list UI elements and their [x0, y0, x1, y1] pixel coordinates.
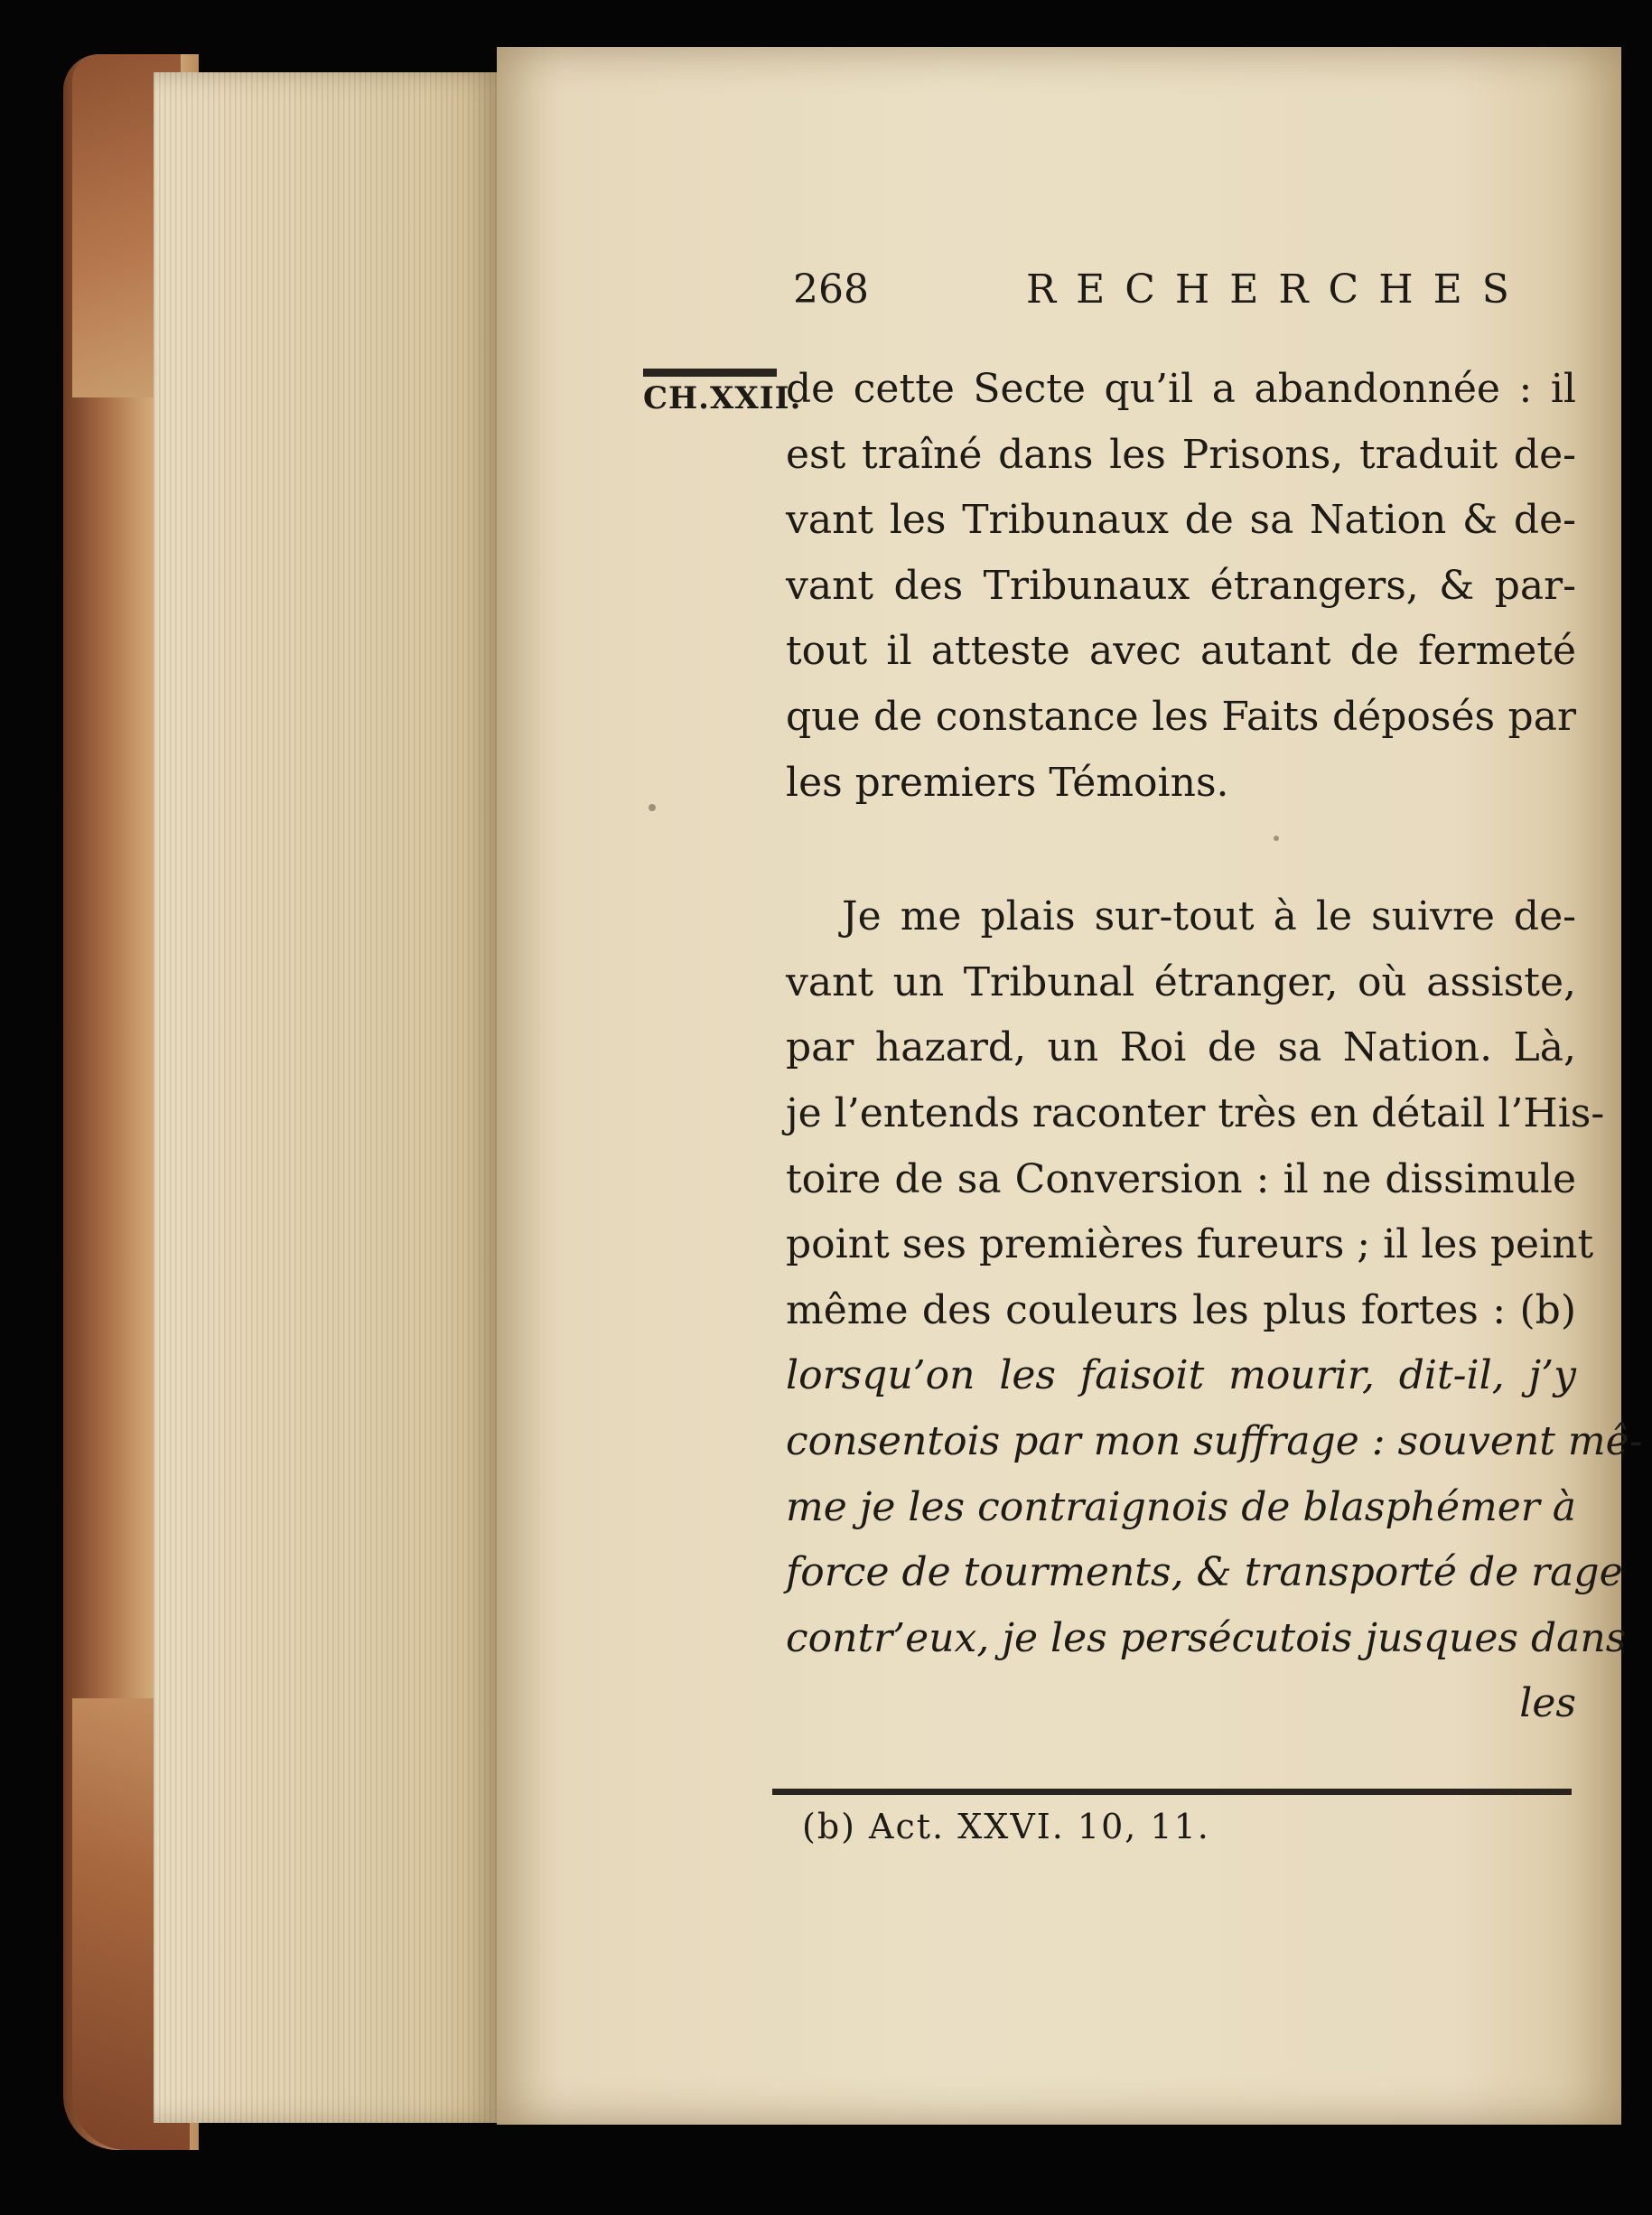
paragraph-2 — [786, 884, 1643, 1737]
catchword: les — [1519, 1680, 1576, 1727]
page-number: 268 — [793, 266, 869, 313]
text-line: toire de sa Conversion : il ne dissimule — [786, 1155, 1576, 1202]
text-line: Je me plais sur-tout à le suivre de- — [842, 893, 1576, 940]
page-edges — [154, 72, 501, 2123]
footnote-rule — [772, 1789, 1572, 1795]
running-head — [793, 266, 1529, 330]
paper-speck — [649, 804, 656, 811]
text-line: que de constance les Faits déposés par — [786, 693, 1576, 740]
text-line: point ses premières fureurs ; il les peint — [786, 1221, 1594, 1268]
text-line-italic: consentois par mon suffrage : souvent mê- — [786, 1417, 1643, 1464]
text-line: par hazard, un Roi de sa Nation. Là, — [786, 1024, 1576, 1071]
running-head-title: RECHERCHES — [1026, 266, 1529, 313]
text-line: vant les Tribunaux de sa Nation & de- — [786, 497, 1576, 544]
text-line: vant des Tribunaux étrangers, & par- — [786, 562, 1576, 609]
text-line-italic: contr’eux, je les persécutois jusques dans — [786, 1614, 1627, 1661]
text-line: vant un Tribunal étranger, où assiste, — [786, 958, 1576, 1005]
body-text — [786, 357, 1643, 1737]
footnote: (b) Act. XXVI. 10, 11. — [802, 1807, 1210, 1846]
text-line-italic: force de tourments, & transporté de rage — [786, 1549, 1623, 1596]
text-line-italic: lorsqu’on les faisoit mourir, dit-il, j’y — [786, 1352, 1576, 1399]
text-line: même des couleurs les plus fortes : (b) — [786, 1286, 1576, 1333]
text-line-italic: me je les contraignois de blasphémer à — [786, 1483, 1577, 1530]
text-line: tout il atteste avec autant de fermeté — [786, 628, 1576, 675]
text-line: est traîné dans les Prisons, traduit de- — [786, 431, 1576, 478]
paper-speck — [1274, 836, 1279, 841]
text-line: je l’entends raconter très en détail l’His- — [786, 1089, 1605, 1136]
margin-chapter-note — [643, 369, 802, 416]
margin-chapter-label: CH.XXII. — [643, 380, 802, 416]
text-line: de cette Secte qu’il a abandonnée : il — [786, 366, 1576, 412]
margin-rule — [643, 369, 777, 377]
text-line: les premiers Témoins. — [786, 759, 1229, 806]
